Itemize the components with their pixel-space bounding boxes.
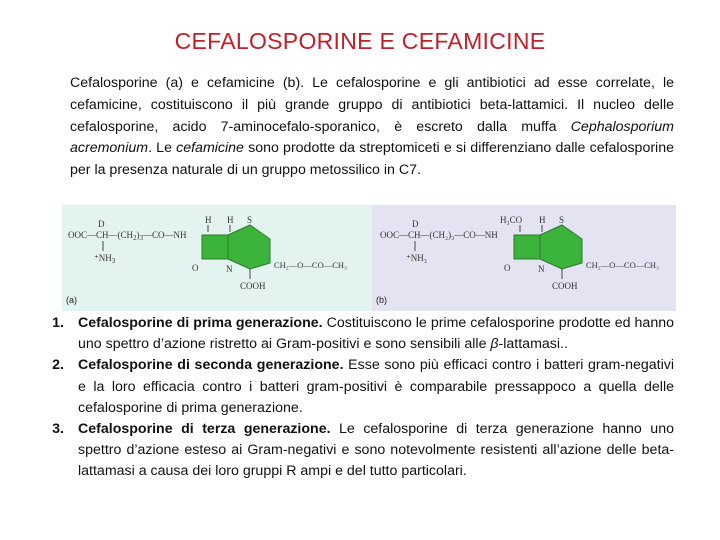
beta-symbol: β <box>490 336 499 353</box>
panel-b-tag: (b) <box>376 295 387 305</box>
cephalosporin-structure-drawing <box>62 205 372 311</box>
cephamycin-structure-panel <box>372 205 676 311</box>
list-heading: Cefalosporine di prima generazione. <box>78 315 323 331</box>
dihydrothiazine-ring-b <box>540 225 582 269</box>
stereo-d-label: D <box>98 219 105 229</box>
h-label-2: H <box>227 215 234 225</box>
structure-figure <box>62 205 676 311</box>
dihydrothiazine-ring <box>228 225 270 269</box>
page-title: CEFALOSPORINE E CEFAMICINE <box>174 28 546 54</box>
list-number: 1. <box>52 315 64 331</box>
side-chain-text: $OOC—CH—(CH_2)_3—CO—NH$ <box>68 230 187 242</box>
methoxy-label: H₃CO <box>500 215 523 225</box>
organism-name: Cephalosporium acremonium <box>70 118 674 157</box>
carboxyl-text-b: COOH <box>552 281 578 291</box>
cephamycin-structure-drawing <box>372 205 676 311</box>
sulfur-label: S <box>247 215 253 225</box>
stereo-d-label-b: D <box>412 219 419 229</box>
list-item <box>40 355 674 419</box>
intro-paragraph <box>70 73 674 182</box>
list-text: Costituiscono le prime cefalosporine prodotte ed hanno uno spettro d’azione ristretto ai Gram-positivi e sono sensibili alle <box>78 315 674 353</box>
side-chain-text-b: OOC—CH—(CH₂)₃—CO—NH <box>380 230 498 240</box>
list-number: 2. <box>52 357 64 374</box>
intro-text-3: sono prodotte da streptomiceti e si differenziano dalle cefalosporine per la presenza naturale di un gruppo metossilico in C7. <box>70 140 674 179</box>
list-text-end: -lattamasi.. <box>498 336 568 353</box>
h-label-1: H <box>205 215 212 225</box>
list-number: 3. <box>52 421 64 438</box>
list-heading: Cefalosporine di terza generazione. <box>78 421 331 438</box>
list-text: Esse sono più efficaci contro i batteri gram-negativi e la loro efficacia contro i batteri gram-positivi è comparabile pressappoco a quella delle cefalosporine di prima generazione. <box>78 357 674 416</box>
amino-group-text: $^+NH_3$ <box>94 253 116 265</box>
cephalosporin-structure-panel <box>62 205 372 311</box>
intro-text-2: . Le <box>148 140 177 157</box>
nitrogen-label: N <box>226 264 233 274</box>
carboxyl-text: COOH <box>240 281 266 291</box>
list-text: Le cefalosporine di terza generazione hanno uno spettro d’azione esteso ai Gram-negativi e sono notevolmente resistenti all’azione delle beta-lattamasi a causa dei loro gruppi R ampi e del tutto particolari. <box>78 421 674 480</box>
panel-a-tag: (a) <box>66 295 77 305</box>
amino-group-text-b: ⁺NH₃ <box>406 253 427 263</box>
h-label-b: H <box>539 215 546 225</box>
intro-text-1: Cefalosporine (a) e cefamicine (b). Le cefalosporine e gli antibiotici ad esse correlate, le cefamicine, costituiscono il più grande gruppo di antibiotici beta-lattamici. Il nucleo delle cefalosporine, acido 7-aminocefalo-sporanico, è escreto dalla muffa <box>70 75 674 135</box>
acetoxymethyl-text: CH₂—O—CO—CH₃ <box>274 260 347 270</box>
list-heading: Cefalosporine di seconda generazione. <box>78 357 344 374</box>
oxygen-label: O <box>192 263 199 273</box>
oxygen-label-b: O <box>504 263 511 273</box>
list-item <box>40 313 674 355</box>
cefamicine-term: cefamicine <box>176 140 244 157</box>
nitrogen-label-b: N <box>538 264 545 274</box>
acetoxymethyl-text-b: CH₂—O—CO—CH₃ <box>586 260 659 270</box>
generations-list <box>40 313 674 483</box>
beta-lactam-ring-b <box>514 235 540 259</box>
sulfur-label-b: S <box>559 215 565 225</box>
beta-lactam-ring <box>202 235 228 259</box>
list-item <box>40 419 674 483</box>
